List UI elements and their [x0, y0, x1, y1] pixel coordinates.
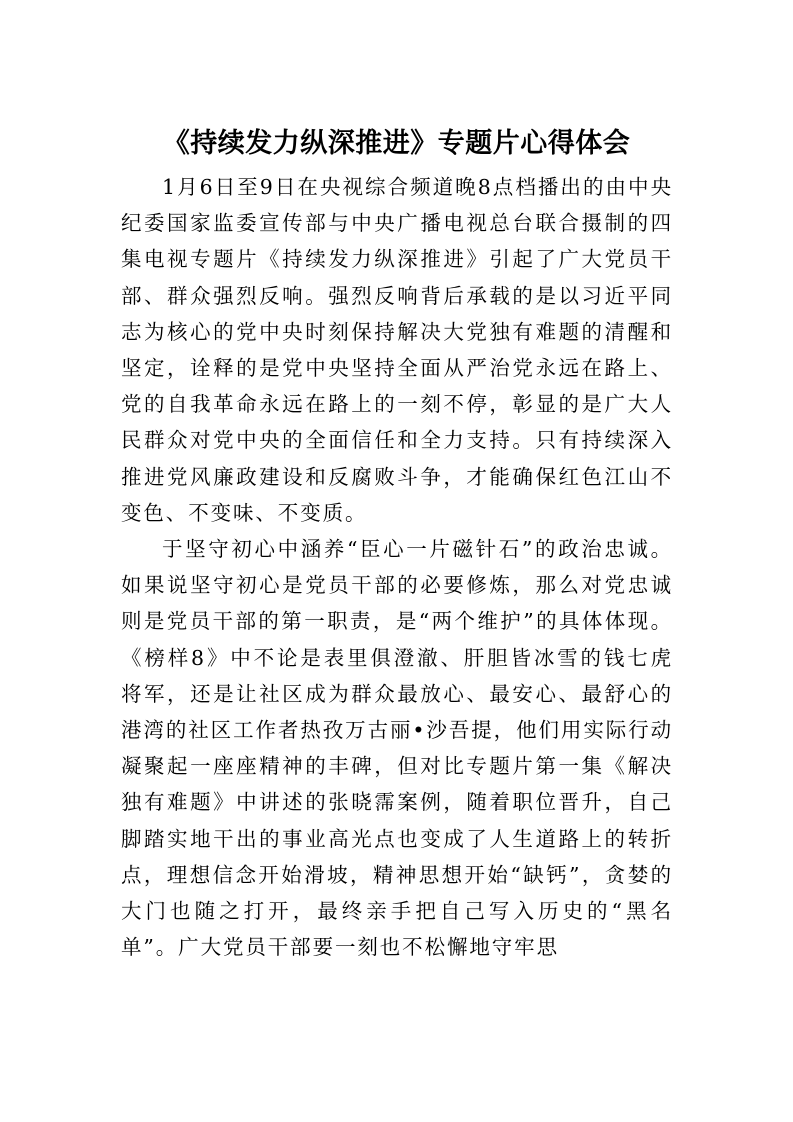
document-title: 《持续发力纵深推进》专题片心得体会	[162, 128, 631, 159]
document-body	[121, 169, 673, 965]
paragraph-2: 于坚守初心中涵养“臣心一片磁针石”的政治忠诚。如果说坚守初心是党员干部的必要修炼，那么对党忠诚则是党员干部的第一职责，是“两个维护”的具体体现。《榜样8》中不论是表里俱澄澈、肝胆皆冰雪的钱七虎将军，还是让社区成为群众最放心、最安心、最舒心的港湾的社区工作者热孜万古丽•沙吾提，他们用实际行动凝聚起一座座精神的丰碑，但对比专题片第一集《解决独有难题》中讲述的张晓霈案例，随着职位晋升，自己脚踏实地干出的事业高光点也变成了人生道路上的转折点，理想信念开始滑坡，精神思想开始“缺钙”，贪婪的大门也随之打开，最终亲手把自己写入历史的“黑名单”。广大党员干部要一刻也不松懈地守牢思	[121, 537, 673, 960]
paragraph-1: 1月6日至9日在央视综合频道晚8点档播出的由中央纪委国家监委宣传部与中央广播电视总台联合摄制的四集电视专题片《持续发力纵深推进》引起了广大党员干部、群众强烈反响。强烈反响背后承载的是以习近平同志为核心的党中央时刻保持解决大党独有难题的清醒和坚定，诠释的是党中央坚持全面从严治党永远在路上、党的自我革命永远在路上的一刻不停，彰显的是广大人民群众对党中央的全面信任和全力支持。只有持续深入推进党风廉政建设和反腐败斗争，才能确保红色江山不变色、不变味、不变质。	[121, 175, 673, 525]
